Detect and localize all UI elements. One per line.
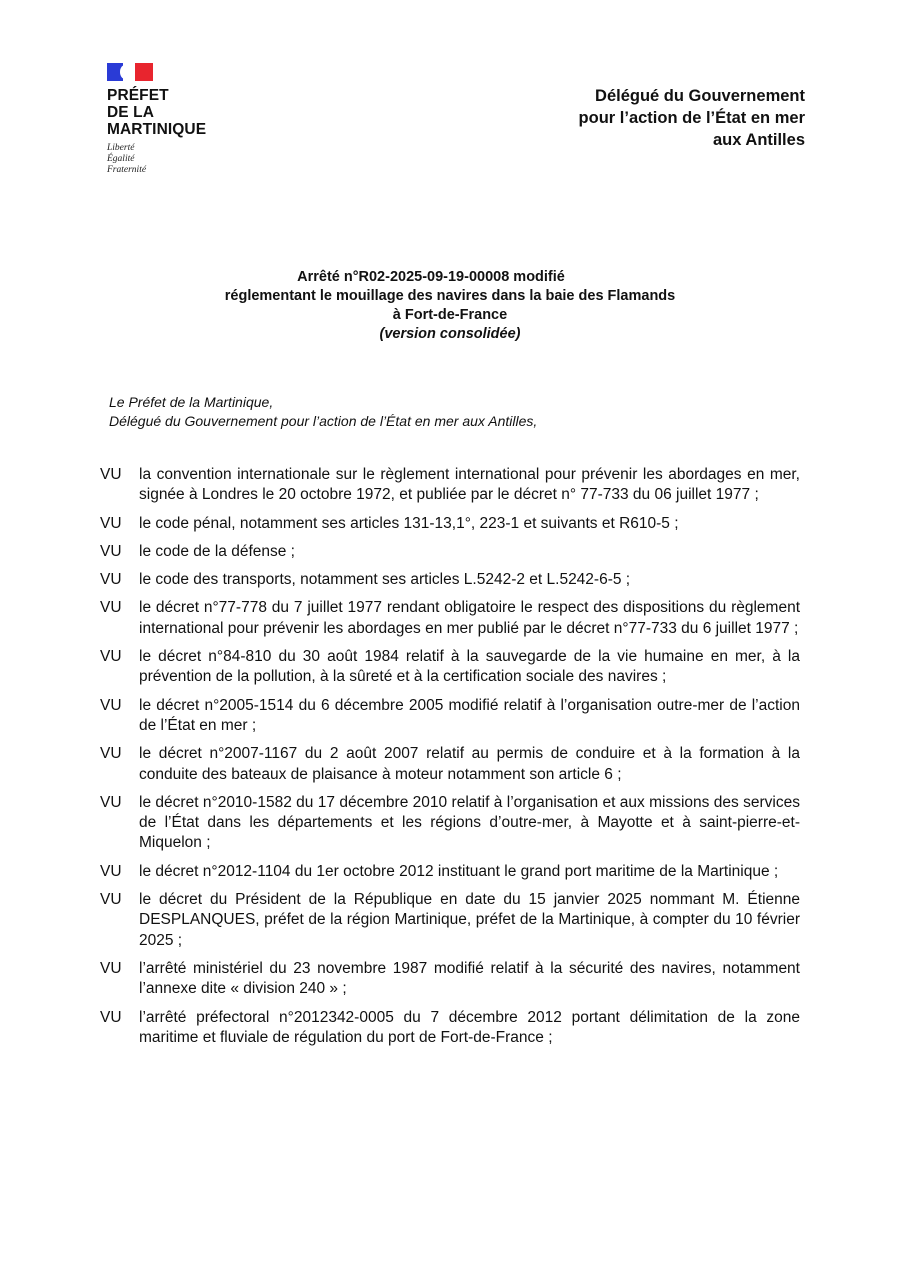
visa-item — [100, 959, 800, 1000]
visa-text: l’arrêté préfectoral n°2012342-0005 du 7 décembre 2012 portant délimitation de la zone maritime et fluviale de régulation du port de Fort-de-France ; — [139, 1008, 800, 1046]
motto-line: Fraternité — [107, 165, 147, 175]
visa-text: l’arrêté ministériel du 23 novembre 1987 modifié relatif à la sécurité des navires, notamment l’annexe dite « division 240 » ; — [139, 959, 800, 998]
visa-key: VU — [100, 648, 122, 666]
prefecture-logo — [107, 63, 237, 176]
visa-item — [100, 570, 800, 590]
title-decree-number: Arrêté n°R02-2025-09-19-00008 modifié — [297, 269, 565, 285]
visa-item — [100, 890, 800, 951]
visa-text: le décret du Président de la République en date du 15 janvier 2025 nommant M. Étienne DESPLANQUES, préfet de la région Martinique, préfet de la Martinique, à compter du 10 février 2025 ; — [139, 891, 800, 949]
visa-text: le décret n°2010-1582 du 17 décembre 2010 relatif à l’organisation et aux missions des services de l’État dans les départements et les régions d’outre-mer, à Mayotte et à saint-pierre-et-Miquelon ; — [139, 793, 800, 852]
preamble-line: Le Préfet de la Martinique, — [109, 394, 274, 410]
visa-key: VU — [100, 1008, 122, 1026]
title-location: à Fort-de-France — [392, 307, 508, 323]
visa-key: VU — [100, 571, 122, 589]
issuer-line: aux Antilles — [713, 131, 805, 149]
visa-text: le code des transports, notamment ses articles L.5242-2 et L.5242-6-5 ; — [139, 571, 631, 589]
visa-item — [100, 465, 800, 506]
logo-name-line: PRÉFET — [107, 87, 169, 104]
visa-key: VU — [100, 959, 122, 977]
republic-motto — [107, 143, 237, 176]
visa-key: VU — [100, 745, 122, 763]
visa-text: le décret n°2007-1167 du 2 août 2007 relatif au permis de conduire et à la formation à la conduite des bateaux de plaisance à moteur notamment son article 6 ; — [139, 745, 800, 783]
title-version: (version consolidée) — [379, 326, 521, 342]
visa-item — [100, 514, 800, 534]
title-subject: réglementant le mouillage des navires dans la baie des Flamands — [224, 288, 676, 304]
visa-key: VU — [100, 514, 122, 532]
visa-key: VU — [100, 542, 122, 560]
motto-line: Égalité — [107, 154, 135, 164]
issuer-line: pour l’action de l’État en mer — [578, 109, 805, 127]
preamble — [109, 393, 537, 431]
issuer-heading — [579, 85, 805, 151]
visa-item — [100, 862, 800, 882]
preamble-line: Délégué du Gouvernement pour l’action de l’État en mer aux Antilles, — [109, 413, 538, 429]
visa-text: le décret n°2005-1514 du 6 décembre 2005 modifié relatif à l’organisation outre-mer de l’action de l’État en mer ; — [139, 696, 800, 734]
logo-name-line: DE LA — [107, 104, 154, 121]
visa-item — [100, 1008, 800, 1049]
visa-text: le décret n°2012-1104 du 1er octobre 2012 instituant le grand port maritime de la Martinique ; — [139, 862, 779, 880]
visa-text: le décret n°84-810 du 30 août 1984 relatif à la sauvegarde de la vie humaine en mer, à la prévention de la pollution, à la sûreté et à la certification sociale des navires ; — [139, 648, 800, 686]
visa-key: VU — [100, 599, 122, 617]
visa-item — [100, 696, 800, 737]
visa-key: VU — [100, 466, 122, 483]
logo-name — [107, 87, 237, 138]
issuer-line: Délégué du Gouvernement — [595, 87, 805, 105]
visa-item — [100, 744, 800, 785]
visa-text: le code de la défense ; — [139, 542, 295, 560]
motto-line: Liberté — [107, 143, 135, 153]
logo-name-line: MARTINIQUE — [107, 121, 207, 138]
visa-text: le décret n°77-778 du 7 juillet 1977 rendant obligatoire le respect des dispositions du règlement international pour prévenir les abordages en mer publié par le décret n°77-733 du 6 juillet 1977 ; — [139, 599, 800, 637]
visa-item — [100, 793, 800, 854]
visa-item — [100, 542, 800, 562]
visa-text: la convention internationale sur le règlement international pour prévenir les abordages en mer, signée à Londres le 20 octobre 1972, et publiée par le décret n° 77-733 du 06 juillet 1977 ; — [139, 466, 800, 504]
visa-text: le code pénal, notamment ses articles 131-13,1°, 223-1 et suivants et R610-5 ; — [139, 514, 679, 532]
visa-item — [100, 598, 800, 639]
visa-key: VU — [100, 862, 122, 880]
visa-key: VU — [100, 793, 122, 811]
visa-item — [100, 647, 800, 688]
document-title — [150, 268, 750, 344]
visa-key: VU — [100, 891, 122, 909]
visas-list — [100, 465, 800, 1056]
visa-key: VU — [100, 696, 122, 714]
marianne-flag-icon — [107, 63, 153, 81]
